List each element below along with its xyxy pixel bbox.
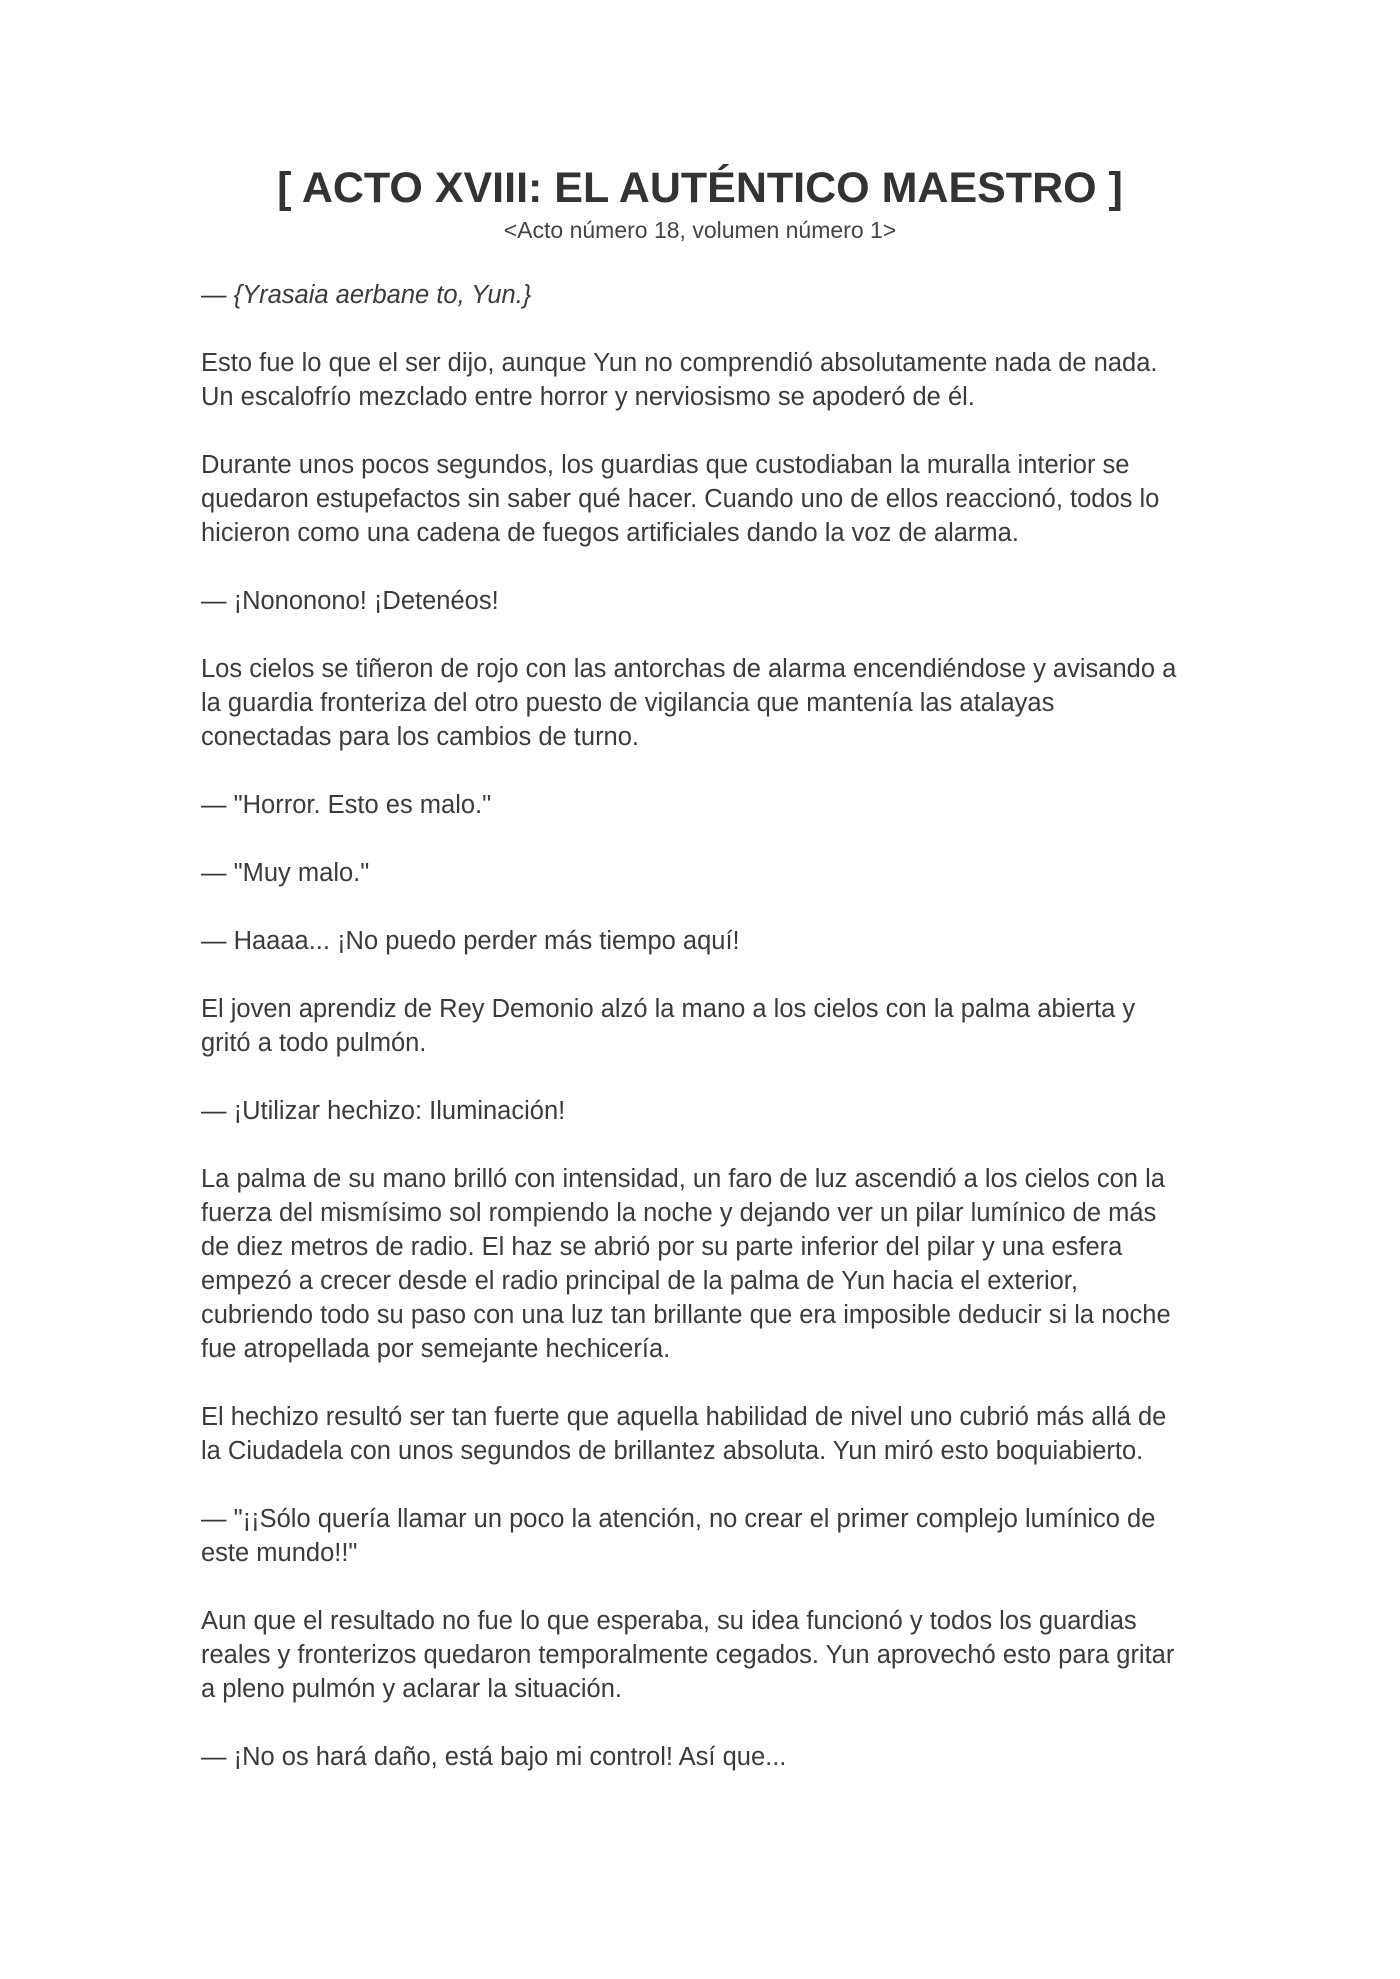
paragraph-14 (201, 1604, 1201, 1706)
paragraph-6 (201, 788, 1201, 822)
text-line: la Ciudadela con unos segundos de brillantez absoluta. Yun miró esto boquiabierto. (201, 1437, 1144, 1465)
text-line: — "¡¡Sólo quería llamar un poco la atención, no crear el primer complejo lumínico de (201, 1505, 1156, 1533)
text-line: Un escalofrío mezclado entre horror y nerviosismo se apoderó de él. (201, 383, 975, 411)
text-line: reales y fronterizos quedaron temporalmente cegados. Yun aprovechó esto para gritar (201, 1641, 1175, 1669)
document-body (201, 278, 1201, 1808)
text-line: Esto fue lo que el ser dijo, aunque Yun no comprendió absolutamente nada de nada. (201, 349, 1158, 377)
text-line: — ¡Utilizar hechizo: Iluminación! (201, 1097, 566, 1125)
chapter-title: [ ACTO XVIII: EL AUTÉNTICO MAESTRO ] (277, 164, 1123, 212)
text-line: — ¡No os hará daño, está bajo mi control! Así que... (201, 1743, 787, 1771)
paragraph-1 (201, 278, 1201, 312)
text-line: El hechizo resultó ser tan fuerte que aquella habilidad de nivel uno cubrió más allá de (201, 1403, 1167, 1431)
paragraph-15 (201, 1740, 1201, 1774)
text-line: El joven aprendiz de Rey Demonio alzó la mano a los cielos con la palma abierta y (201, 995, 1136, 1023)
text-line: a pleno pulmón y aclarar la situación. (201, 1675, 622, 1703)
text-line: Aun que el resultado no fue lo que esperaba, su idea funcionó y todos los guardias (201, 1607, 1137, 1635)
text-line: — {Yrasaia aerbane to, Yun.} (201, 281, 532, 309)
text-line: fuerza del mismísimo sol rompiendo la noche y dejando ver un pilar lumínico de más (201, 1199, 1157, 1227)
text-line: quedaron estupefactos sin saber qué hacer. Cuando uno de ellos reaccionó, todos lo (201, 485, 1160, 513)
text-line: — Haaaa... ¡No puedo perder más tiempo aquí! (201, 927, 740, 955)
paragraph-10 (201, 1094, 1201, 1128)
text-line: de diez metros de radio. El haz se abrió por su parte inferior del pilar y una esfera (201, 1233, 1123, 1261)
text-line: La palma de su mano brilló con intensidad, un faro de luz ascendió a los cielos con la (201, 1165, 1165, 1193)
text-line: — "Horror. Esto es malo." (201, 791, 492, 819)
paragraph-12 (201, 1400, 1201, 1468)
paragraph-5 (201, 652, 1201, 754)
text-line: Durante unos pocos segundos, los guardias que custodiaban la muralla interior se (201, 451, 1130, 479)
text-line: conectadas para los cambios de turno. (201, 723, 640, 751)
text-line: gritó a todo pulmón. (201, 1029, 427, 1057)
text-line: empezó a crecer desde el radio principal de la palma de Yun hacia el exterior, (201, 1267, 1078, 1295)
paragraph-7 (201, 856, 1201, 890)
text-line: — "Muy malo." (201, 859, 370, 887)
paragraph-2 (201, 346, 1201, 414)
paragraph-3 (201, 448, 1201, 550)
paragraph-9 (201, 992, 1201, 1060)
text-line: fue atropellada por semejante hechicería. (201, 1335, 671, 1363)
chapter-subtitle: <Acto número 18, volumen número 1> (503, 217, 897, 243)
text-line: la guardia fronteriza del otro puesto de vigilancia que mantenía las atalayas (201, 689, 1055, 717)
text-line: hicieron como una cadena de fuegos artificiales dando la voz de alarma. (201, 519, 1019, 547)
text-line: cubriendo todo su paso con una luz tan brillante que era imposible deducir si la noche (201, 1301, 1171, 1329)
paragraph-11 (201, 1162, 1201, 1366)
text-line: — ¡Nononono! ¡Detenéos! (201, 587, 499, 615)
paragraph-13 (201, 1502, 1201, 1570)
paragraph-8 (201, 924, 1201, 958)
text-line: este mundo!!" (201, 1539, 358, 1567)
paragraph-4 (201, 584, 1201, 618)
text-line: Los cielos se tiñeron de rojo con las antorchas de alarma encendiéndose y avisando a (201, 655, 1177, 683)
